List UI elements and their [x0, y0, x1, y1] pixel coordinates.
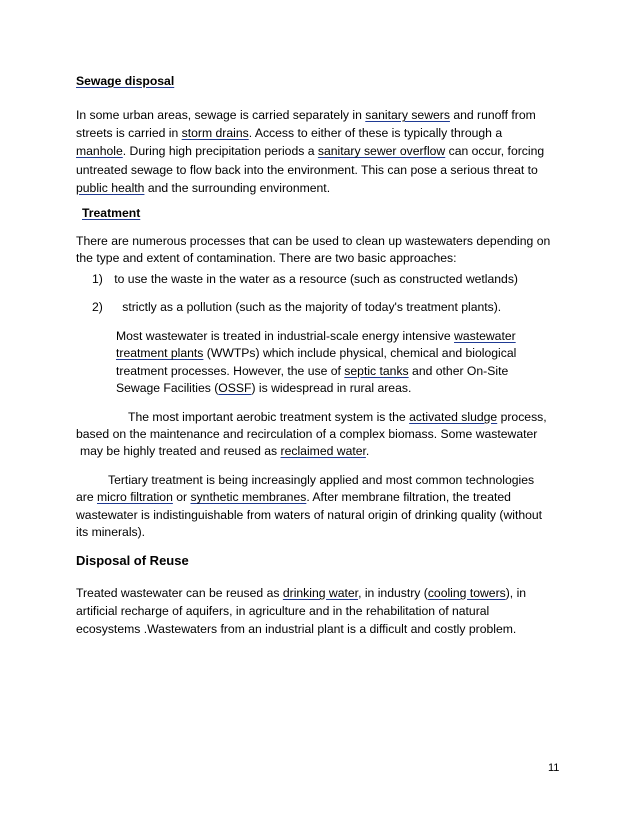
text-line [116, 363, 508, 379]
list-text: to use the waste in the water as a resource (such as constructed wetlands) [114, 272, 518, 286]
text-line [80, 443, 369, 459]
heading-text: Sewage disposal [76, 74, 175, 88]
text-segment: can occur, forcing [445, 144, 545, 159]
hyperlink[interactable]: drinking water [282, 586, 359, 600]
text-line [76, 107, 536, 123]
text-line [76, 233, 550, 249]
hyperlink[interactable]: treatment plants [116, 346, 204, 361]
text-segment: artificial recharge of aquifers, in agriculture and in the rehabilitation of natural [76, 604, 490, 618]
hyperlink[interactable]: storm drains [181, 126, 249, 141]
text-segment: untreated sewage to flow back into the environment. This can pose a serious threat to [76, 162, 538, 177]
text-segment: or [172, 490, 191, 505]
hyperlink[interactable]: reclaimed water [280, 444, 366, 458]
text-segment: wastewater is indistinguishable from waters of natural origin of drinking quality (without [76, 507, 543, 522]
text-line [76, 524, 145, 540]
text-segment: . [365, 444, 370, 458]
text-line [76, 621, 516, 637]
text-line [76, 507, 542, 523]
heading-disposal-of-reuse [76, 553, 189, 569]
text-line [76, 125, 502, 141]
text-segment: may be highly treated and reused as [80, 444, 281, 458]
text-segment: There are numerous processes that can be used to clean up wastewaters depending on [76, 234, 551, 248]
text-line [108, 472, 534, 488]
text-segment: (WWTPs) which include physical, chemical and biological [203, 346, 517, 361]
text-line [76, 250, 457, 266]
text-segment: Tertiary treatment is being increasingly applied and most common technologies [108, 473, 535, 487]
text-segment: and runoff from [449, 108, 536, 122]
text-segment: based on the maintenance and recirculation of a complex biomass. Some wastewater [76, 427, 538, 441]
text-segment: . After membrane filtration, the treated [306, 490, 511, 505]
text-segment: the type and extent of contamination. There are two basic approaches: [76, 251, 457, 265]
list-item [92, 271, 518, 287]
text-segment: In some urban areas, sewage is carried separately in [76, 108, 366, 122]
hyperlink[interactable]: wastewater [454, 329, 516, 343]
hyperlink[interactable]: septic tanks [344, 363, 409, 378]
text-line [76, 585, 526, 601]
list-number: 1) [92, 272, 103, 286]
text-segment: treatment processes. However, the use of [116, 363, 345, 378]
hyperlink[interactable]: public health [76, 180, 145, 195]
text-segment: streets is carried in [76, 126, 182, 141]
text-segment: and other On-Site [408, 363, 509, 378]
hyperlink[interactable]: activated sludge [409, 410, 498, 424]
text-line [76, 180, 330, 196]
list-number: 2) [92, 300, 103, 314]
hyperlink[interactable]: sanitary sewers [365, 108, 450, 122]
list-item [92, 299, 501, 315]
hyperlink[interactable]: cooling towers [427, 586, 506, 600]
hyperlink[interactable]: micro filtration [97, 490, 173, 505]
text-line [76, 603, 489, 619]
heading-sewage-disposal [76, 73, 174, 89]
text-line [76, 489, 511, 505]
text-segment: Treated wastewater can be reused as [76, 586, 283, 600]
hyperlink[interactable]: manhole [76, 144, 123, 159]
heading-text: Disposal of Reuse [76, 553, 189, 568]
hyperlink[interactable]: sanitary sewer overflow [317, 144, 446, 159]
text-segment: ) is widespread in rural areas. [251, 380, 412, 395]
text-segment: , in industry ( [358, 586, 428, 600]
text-line [116, 328, 516, 344]
text-segment: ecosystems .Wastewaters from an industrial plant is a difficult and costly problem. [76, 622, 517, 636]
text-line [128, 409, 547, 425]
text-line [116, 345, 516, 361]
heading-text: Treatment [82, 206, 141, 220]
text-segment: ), in [505, 586, 527, 600]
text-line [76, 143, 544, 159]
text-segment: and the surrounding environment. [144, 180, 331, 195]
text-line [76, 162, 538, 178]
hyperlink[interactable]: OSSF [218, 380, 252, 395]
text-line [76, 426, 537, 442]
list-text: strictly as a pollution (such as the majority of today's treatment plants). [122, 300, 502, 314]
text-line [116, 380, 411, 396]
text-segment: process, [497, 410, 547, 424]
hyperlink[interactable]: synthetic membranes [190, 490, 307, 505]
text-segment: its minerals). [76, 524, 146, 539]
text-segment: . During high precipitation periods a [122, 144, 318, 159]
text-segment: . Access to either of these is typically through a [248, 126, 503, 141]
text-segment: Sewage Facilities ( [116, 380, 219, 395]
text-segment: Most wastewater is treated in industrial-scale energy intensive [116, 329, 455, 343]
text-segment: The most important aerobic treatment system is the [128, 410, 410, 424]
heading-treatment [82, 205, 140, 221]
text-segment: are [76, 490, 98, 505]
page-number: 11 [548, 762, 560, 774]
